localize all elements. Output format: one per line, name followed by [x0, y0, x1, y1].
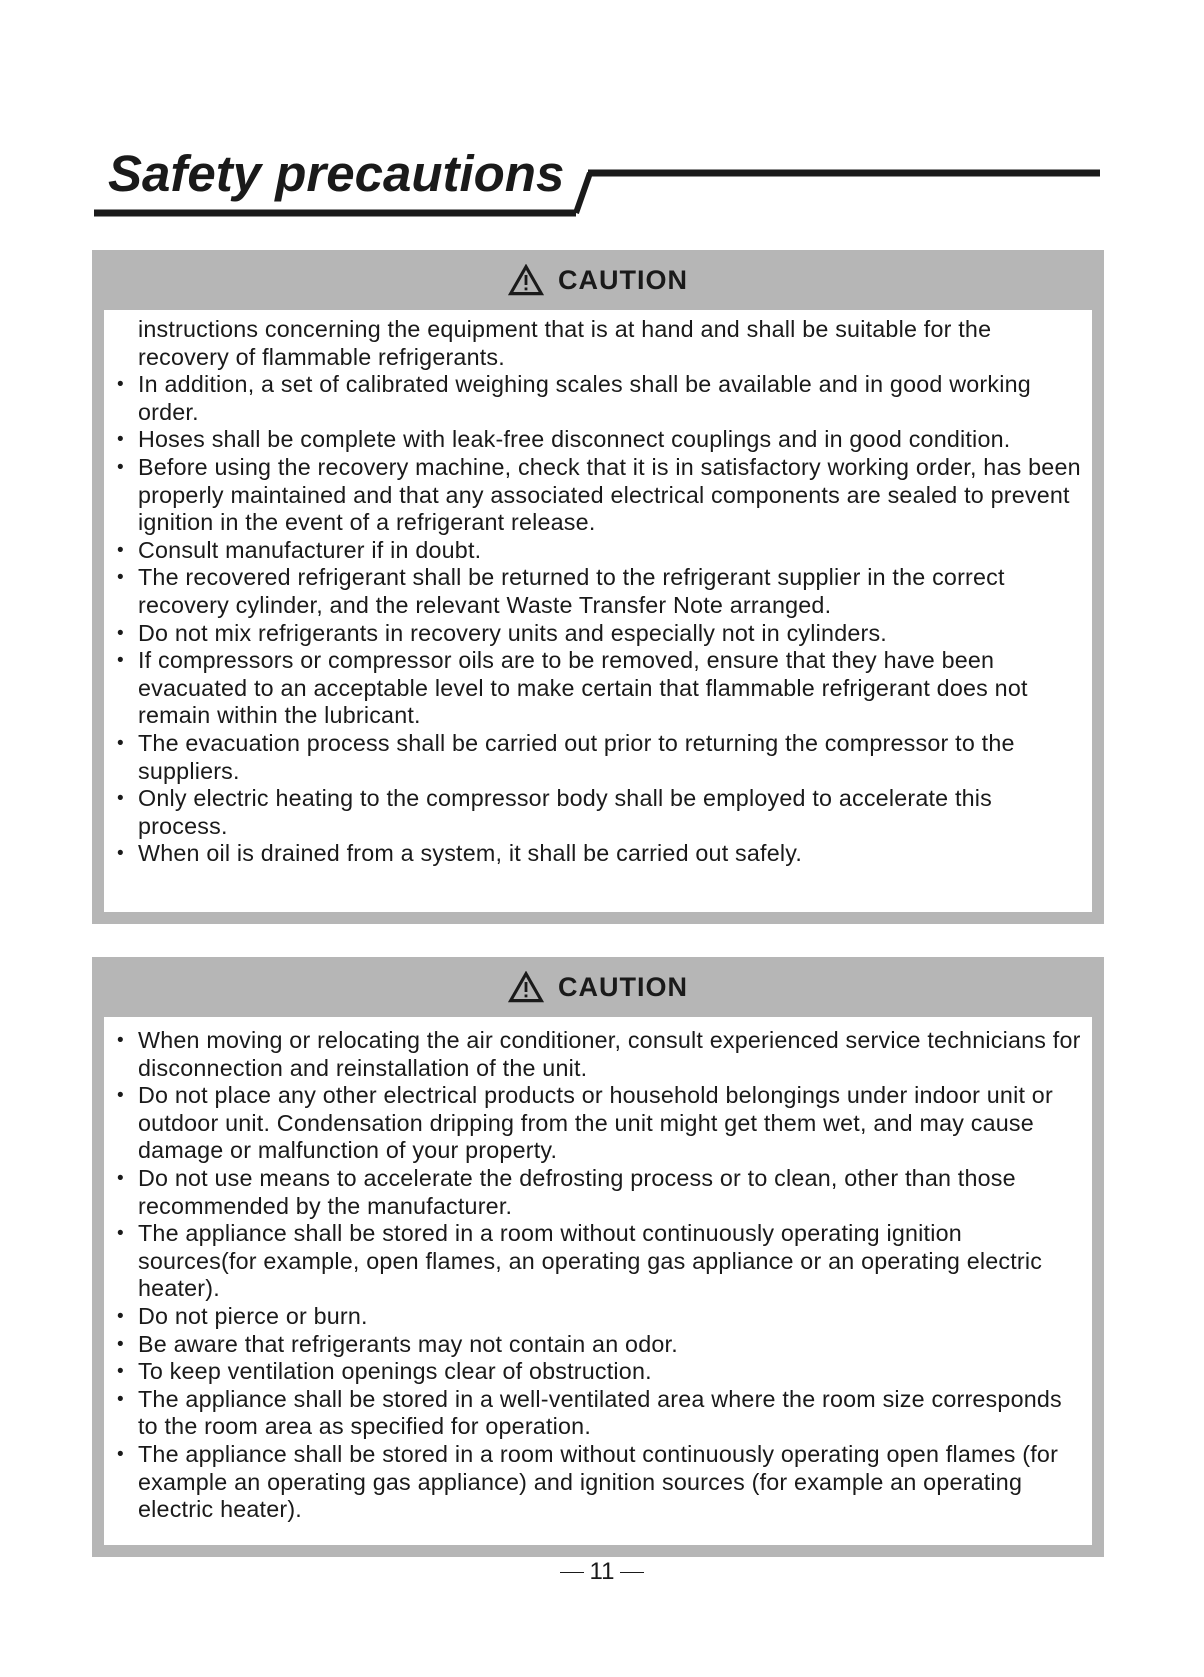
- list-item: • Before using the recovery machine, check that it is in satisfactory working order, has been properly maintained and that any associated electrical components are sealed to prevent ignition in the event of a refrigerant release.: [138, 454, 1084, 537]
- dash-right: [620, 1572, 644, 1574]
- page-number-value: 11: [589, 1558, 615, 1585]
- caution-heading: CAUTION: [558, 264, 688, 295]
- caution-box-1: [92, 250, 1104, 924]
- list-item: • Be aware that refrigerants may not contain an odor.: [138, 1331, 1084, 1359]
- list-item: • Hoses shall be complete with leak-free disconnect couplings and in good condition.: [138, 426, 1084, 454]
- page-title: Safety precautions: [108, 145, 565, 202]
- dash-left: [560, 1572, 584, 1574]
- caution-header: [92, 957, 1104, 1017]
- list-item: • The appliance shall be stored in a room without continuously operating ignition sources(for example, open flames, an operating gas appliance or an operating electric heater).: [138, 1220, 1084, 1303]
- caution-box-2: [92, 957, 1104, 1557]
- list-item: • The evacuation process shall be carried out prior to returning the compressor to the suppliers.: [138, 730, 1084, 785]
- warning-triangle-icon: [508, 971, 544, 1003]
- caution-body: [104, 1017, 1092, 1545]
- list-item: • Do not pierce or burn.: [138, 1303, 1084, 1331]
- list-item: • When oil is drained from a system, it shall be carried out safely.: [138, 840, 1084, 868]
- list-item: • Consult manufacturer if in doubt.: [138, 537, 1084, 565]
- caution-list: [138, 316, 1084, 868]
- list-item: • Do not mix refrigerants in recovery units and especially not in cylinders.: [138, 620, 1084, 648]
- warning-triangle-icon: [508, 264, 544, 296]
- list-item: • To keep ventilation openings clear of obstruction.: [138, 1358, 1084, 1386]
- caution-list: [138, 1027, 1084, 1524]
- caution-body: [104, 310, 1092, 912]
- list-item: • Only electric heating to the compressor body shall be employed to accelerate this process.: [138, 785, 1084, 840]
- page-header: [0, 0, 1204, 230]
- list-item: • The recovered refrigerant shall be returned to the refrigerant supplier in the correct recovery cylinder, and the relevant Waste Transfer Note arranged.: [138, 564, 1084, 619]
- caution-heading: CAUTION: [558, 971, 688, 1002]
- list-item: instructions concerning the equipment that is at hand and shall be suitable for the recovery of flammable refrigerants.: [138, 316, 992, 370]
- list-item: • Do not use means to accelerate the defrosting process or to clean, other than those recommended by the manufacturer.: [138, 1165, 1084, 1220]
- list-item: • If compressors or compressor oils are to be removed, ensure that they have been evacuated to an acceptable level to make certain that flammable refrigerant does not remain within the lubricant.: [138, 647, 1084, 730]
- list-item: • In addition, a set of calibrated weighing scales shall be available and in good working order.: [138, 371, 1084, 426]
- page-number: [0, 1558, 1204, 1586]
- list-item: • When moving or relocating the air conditioner, consult experienced service technicians for disconnection and reinstallation of the unit.: [138, 1027, 1084, 1082]
- list-item: • The appliance shall be stored in a room without continuously operating open flames (for example an operating gas appliance) and ignition sources (for example an operating electric heater).: [138, 1441, 1084, 1524]
- list-item: • The appliance shall be stored in a well-ventilated area where the room size corresponds to the room area as specified for operation.: [138, 1386, 1084, 1441]
- caution-header: [92, 250, 1104, 310]
- list-item: • Do not place any other electrical products or household belongings under indoor unit or outdoor unit. Condensation dripping from the unit might get them wet, and may cause damage or malfunction of your property.: [138, 1082, 1084, 1165]
